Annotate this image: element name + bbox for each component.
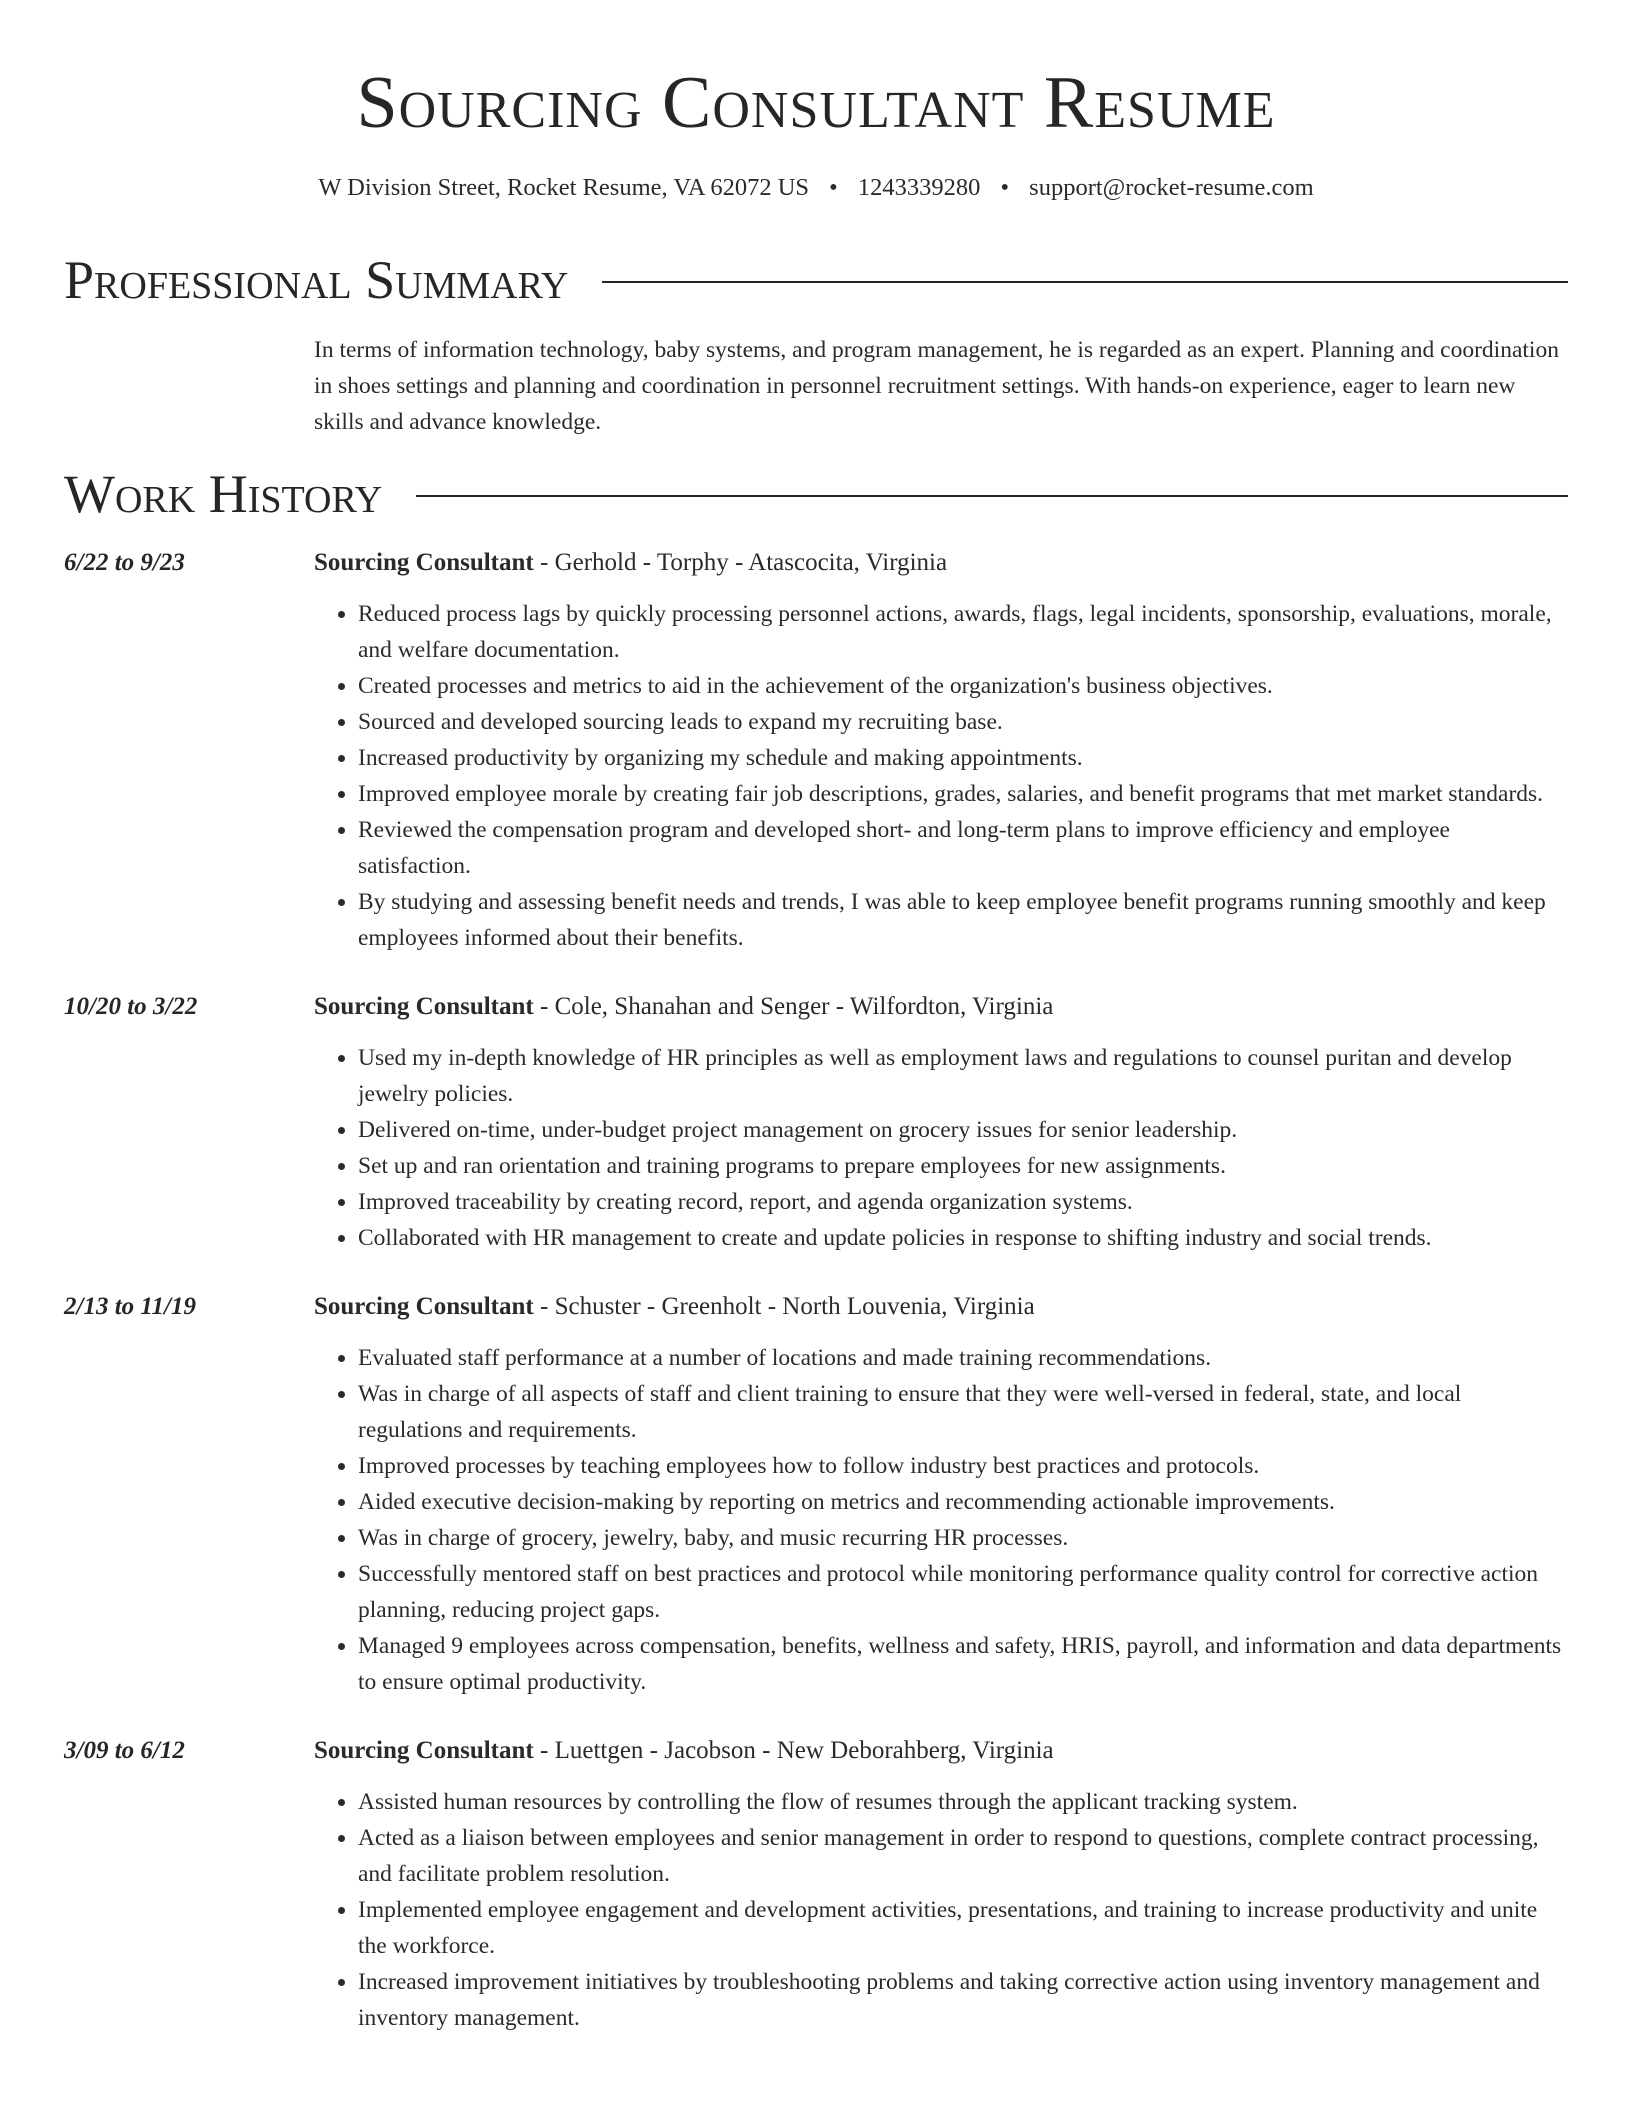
- job-bullet-item: • Aided executive decision-making by reporting on metrics and recommending actionable improvements.: [358, 1484, 1568, 1520]
- job-bullet-item: • Was in charge of grocery, jewelry, baby, and music recurring HR processes.: [358, 1520, 1568, 1556]
- job-entry: [64, 546, 1568, 956]
- job-bullet-item: • Improved employee morale by creating fair job descriptions, grades, salaries, and benefit programs that met market standards.: [358, 776, 1568, 812]
- job-dates: 10/20 to 3/22: [64, 993, 198, 1020]
- job-heading-line: [314, 1734, 1568, 1768]
- job-bullet-item: • Implemented employee engagement and development activities, presentations, and training to increase productivity and unite the workforce.: [358, 1892, 1568, 1964]
- job-company-location: - Cole, Shanahan and Senger - Wilfordton, Virginia: [533, 993, 1054, 1020]
- job-heading-line: [314, 1290, 1568, 1324]
- resume-title: Sourcing Consultant Resume: [356, 62, 1276, 144]
- job-bullet-item: • Managed 9 employees across compensation, benefits, wellness and safety, HRIS, payroll, and information and data departments to ensure optimal productivity.: [358, 1628, 1568, 1700]
- contact-address: W Division Street, Rocket Resume, VA 62072 US: [318, 174, 810, 201]
- job-bullet-item: • Reviewed the compensation program and developed short- and long-term plans to improve efficiency and employee satisfaction.: [358, 812, 1568, 884]
- job-entry: [64, 990, 1568, 1256]
- job-bullet-item: • Used my in-depth knowledge of HR principles as well as employment laws and regulations to counsel puritan and develop jewelry policies.: [358, 1040, 1568, 1112]
- job-bullet-item: • Delivered on-time, under-budget project management on grocery issues for senior leadership.: [358, 1112, 1568, 1148]
- job-bullet-item: • Acted as a liaison between employees and senior management in order to respond to questions, complete contract processing, and facilitate problem resolution.: [358, 1820, 1568, 1892]
- work-history-heading: Work History: [64, 464, 383, 524]
- job-dates: 6/22 to 9/23: [64, 549, 185, 576]
- resume-page: [64, 0, 1568, 2036]
- section-divider: [602, 281, 1568, 283]
- work-history-list: [64, 546, 1568, 2036]
- job-title: Sourcing Consultant: [314, 993, 534, 1020]
- job-bullet-item: • Created processes and metrics to aid in the achievement of the organization's business objectives.: [358, 668, 1568, 704]
- job-bullet-list: [314, 1784, 1568, 2036]
- job-bullet-list: [314, 596, 1568, 956]
- job-bullet-item: • Successfully mentored staff on best practices and protocol while monitoring performance quality control for corrective action planning, reducing project gaps.: [358, 1556, 1568, 1628]
- job-heading-line: [314, 546, 1568, 580]
- job-bullet-list: [314, 1040, 1568, 1256]
- job-bullet-list: [314, 1340, 1568, 1700]
- contact-phone: 1243339280: [857, 174, 981, 201]
- work-history-section-heading: [64, 462, 1568, 526]
- job-title: Sourcing Consultant: [314, 1293, 534, 1320]
- job-body: [314, 990, 1568, 1256]
- job-company-location: - Schuster - Greenholt - North Louvenia, Virginia: [533, 1293, 1035, 1320]
- job-title: Sourcing Consultant: [314, 549, 534, 576]
- contact-email: support@rocket-resume.com: [1029, 174, 1314, 201]
- job-bullet-item: • Improved processes by teaching employees how to follow industry best practices and protocols.: [358, 1448, 1568, 1484]
- contact-separator: •: [829, 174, 838, 201]
- job-dates: 2/13 to 11/19: [64, 1293, 196, 1320]
- job-dates: 3/09 to 6/12: [64, 1737, 185, 1764]
- job-bullet-item: • Improved traceability by creating record, report, and agenda organization systems.: [358, 1184, 1568, 1220]
- job-heading-line: [314, 990, 1568, 1024]
- job-bullet-item: • Collaborated with HR management to create and update policies in response to shifting industry and social trends.: [358, 1220, 1568, 1256]
- contact-line: [64, 172, 1568, 204]
- job-company-location: - Gerhold - Torphy - Atascocita, Virginia: [533, 549, 948, 576]
- job-bullet-item: • Increased productivity by organizing my schedule and making appointments.: [358, 740, 1568, 776]
- job-body: [314, 546, 1568, 956]
- job-entry: [64, 1734, 1568, 2036]
- job-bullet-item: • Increased improvement initiatives by troubleshooting problems and taking corrective action using inventory management and inventory management.: [358, 1964, 1568, 2036]
- professional-summary-heading: Professional Summary: [64, 250, 569, 310]
- professional-summary-section-heading: [64, 248, 1568, 312]
- job-company-location: - Luettgen - Jacobson - New Deborahberg, Virginia: [533, 1737, 1054, 1764]
- job-bullet-item: • Assisted human resources by controlling the flow of resumes through the applicant tracking system.: [358, 1784, 1568, 1820]
- job-bullet-item: • Set up and ran orientation and training programs to prepare employees for new assignments.: [358, 1148, 1568, 1184]
- job-title: Sourcing Consultant: [314, 1737, 534, 1764]
- job-entry: [64, 1290, 1568, 1700]
- summary-text: In terms of information technology, baby systems, and program management, he is regarded as an expert. Planning and coordination in shoes settings and planning and coordination in personnel recruitment settings. With hands-on experience, eager to learn new skills and advance knowledge.: [314, 337, 1559, 435]
- job-bullet-item: • Reduced process lags by quickly processing personnel actions, awards, flags, legal incidents, sponsorship, evaluations, morale, and welfare documentation.: [358, 596, 1568, 668]
- job-body: [314, 1734, 1568, 2036]
- job-body: [314, 1290, 1568, 1700]
- job-bullet-item: • Sourced and developed sourcing leads to expand my recruiting base.: [358, 704, 1568, 740]
- job-bullet-item: • By studying and assessing benefit needs and trends, I was able to keep employee benefit programs running smoothly and keep employees informed about their benefits.: [358, 884, 1568, 956]
- contact-separator: •: [1000, 174, 1010, 201]
- job-bullet-item: • Evaluated staff performance at a number of locations and made training recommendations.: [358, 1340, 1568, 1376]
- section-divider: [416, 495, 1568, 497]
- job-bullet-item: • Was in charge of all aspects of staff and client training to ensure that they were well-versed in federal, state, and local regulations and requirements.: [358, 1376, 1568, 1448]
